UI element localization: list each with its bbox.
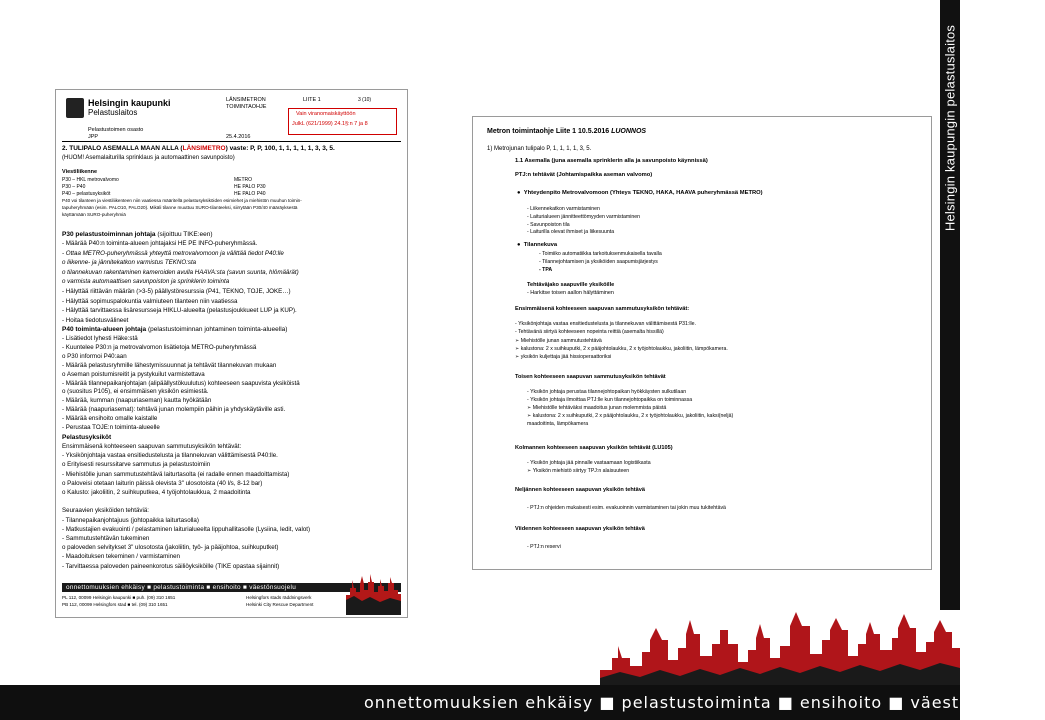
viesti-heading: Viestiliikenne: [62, 169, 98, 175]
list-line: - Yksikönjohtaja vastaa ensitiedustelusta ja tilannekuvan välittämisestä P31:lle.: [515, 321, 696, 327]
page1-footer-tagline: onnettomuuksien ehkäisy ■ pelastustoiminta ■ ensihoito ■ väestönsuojelu: [66, 584, 297, 591]
list-line: - Lisätiedot lyhesti Häke:stä: [62, 335, 138, 342]
address-1: PL 112, 00099 Helsingin kaupunki ■ puh. (09) 310 1651: [62, 595, 176, 600]
side-label-text: Helsingin kaupungin pelastuslaitos: [942, 24, 958, 232]
list-line: - Ottaa METRO-puheryhmässä yhteyttä metrovalvomoon ja välittää tiedot P40:lle: [62, 249, 284, 257]
liite-label: LIITE 1: [303, 97, 321, 103]
list-line: - Perustaa TOJE:n toiminta-alueelle: [62, 424, 160, 431]
author: JPP: [88, 134, 99, 140]
list-line: - Määrää, kumman (naapuriaseman) kautta hyökätään: [62, 397, 212, 405]
viesti-line: P30 – HKL metrovalvomo: [62, 177, 119, 183]
list-line: maadoitinta, lämpökamera: [527, 421, 589, 427]
viesti-line: P40 – pelastusyksiköt: [62, 191, 111, 197]
list-line: - Yksikön johtaja jää pinnalle vastaamaan logistiikasta: [527, 460, 651, 466]
org-sub: Pelastuslaitos: [88, 108, 138, 117]
tila-heading: ● Tilannekuva: [517, 242, 558, 248]
list-line: ➢ Yksikön miehistö siirtyy TPJ:n alaisuuteen: [527, 468, 630, 474]
document-page-2: [472, 116, 932, 570]
list-line: - Yksikön johtaja perustaa tilannejohtopaikan hyökkäysten sulkutilaan: [527, 389, 687, 395]
teht-red-line: - Harkitse toisen aallon hälyttäminen: [527, 290, 614, 296]
list-line: Seuraavien yksiköiden tehtäviä:: [62, 507, 150, 515]
list-line: - Miehistölle junan sammutustehtävä laiturtasolta (ei radalle ennen maadoittamista): [62, 470, 290, 478]
list-line: - Tilannepaikanjohtajuus (johtopaikka laiturtasolla): [62, 516, 199, 524]
list-line: - Hoitaa tiedotusvälineet: [62, 316, 129, 324]
viesti-line-right: METRO: [234, 177, 253, 183]
list-line: - Matkustajien evakuointi / pelastaminen laiturialueelta lippuhallitasolle (Lysiina, ledit, valot): [62, 525, 311, 533]
pel-heading: Pelastusyksiköt: [62, 434, 112, 441]
heading-main: 2. TULIPALO ASEMALLA MAAN ALLA (LÄNSIMETRO) vaste: P, P, 100, 1, 1, 1, 1, 1, 3, 3, 5.: [62, 145, 335, 152]
list-line: o varmista automaattisen savunpoiston ja sprinklerin toiminta: [62, 278, 230, 286]
page-count: 3 (10): [358, 97, 372, 103]
list-line: ➢ kalustona: 2 x suihkuputki, 2 x pääjohtolaukku, 2 x työjohtolaukku, jakoliitin, lämpökamera.: [515, 345, 728, 352]
viid-heading: Viidennen kohteeseen saapuvan yksikön tehtävä: [515, 526, 645, 532]
list-line: o liikenne- ja jännitekatkon varmistus TEKNO:sta: [62, 259, 197, 267]
address-2: PB 112, 00099 Helsingfors stad ■ tel. (09) 310 1651: [62, 602, 168, 607]
list-line: o paloveden selvitykset 3" ulosotosta (jakoliitin, työ- ja pääjohtoa, suihkuputket): [62, 544, 279, 552]
subitem-1-1: 1.1 Asemalla (juna asemalla sprinklerin alla ja savunpoisto käynnissä): [515, 158, 708, 164]
viesti-line-right: HE PALO P30: [234, 184, 266, 190]
list-line: ➢ yksikön kuljettaja jää hissioperaattoriksi: [515, 354, 612, 361]
item-1: 1) Metrojunan tulipalo P, 1, 1, 1, 1, 3, 5.: [487, 146, 592, 152]
nelj-heading: Neljännen kohteeseen saapuvan yksikön tehtävä: [515, 487, 645, 493]
footer-bar: [0, 685, 1045, 720]
doc-title-2: TOIMINTAOHJE: [226, 104, 267, 110]
list-line: - Hälyttää riittävän määrän (>3-5) päällystöresurssia (P41, TEKNO, TOJE, JOKE…): [62, 288, 291, 295]
list-line: - Liikennekatkon varmistaminen: [527, 206, 600, 212]
header-rule: [62, 141, 401, 142]
list-line: - Määrää P40:n toiminta-alueen johtajaksi HE PE INFO-puheryhmässä.: [62, 240, 258, 247]
list-line: - Tarvittaessa paloveden paineenkorotus säiliöyksiköille (TIKE opastaa sijainnit): [62, 562, 280, 570]
viesti-line-right: HE PALO P40: [234, 191, 266, 197]
helsinki-crest-icon: [66, 98, 84, 118]
side-label-bar: [940, 0, 960, 610]
bullet-dot-icon: ●: [517, 190, 524, 196]
page2-title: Metron toimintaohje Liite 1 10.5.2016 LUONNOS: [487, 128, 647, 135]
viesti-paragraph: käyttämään SURO-puheryhmiä: [62, 212, 126, 217]
viesti-line: P30 – P40: [62, 184, 86, 190]
ens-heading: Ensimmäisenä kohteeseen saapuvan sammutusyksikön tehtävät:: [515, 306, 690, 312]
p30-heading: P30 pelastustoiminnan johtaja (sijoittuu TIKE:een): [62, 231, 213, 238]
document-page-1: [55, 89, 408, 618]
address-right-2: Helsinki City Rescue Department: [246, 602, 314, 607]
list-line: - Yksikön johtaja ilmoittaa PTJ:lle kun tilannejohtopaikka on toiminnassa: [527, 397, 693, 403]
list-line: - Yksikönjohtaja vastaa ensitiedustelusta ja tilannekuvan välittämisestä P40:lle.: [62, 452, 278, 460]
list-line: - Savunpoiston tila: [527, 221, 570, 228]
yht-heading: ● Yhteydenpito Metrovalvomoon (Yhteys TEKNO, HAKA, HAAVA puheryhmässä METRO): [517, 190, 763, 196]
doc-date: 25.4.2016: [226, 134, 251, 140]
list-line: - Tehtävänä siirtyä kohteeseen nopeinta reittiä (asemalta hissillä): [515, 329, 664, 336]
footer-tagline: onnettomuuksien ehkäisy ■ pelastustoiminta ■ ensihoito ■ väestönsuojelu: [364, 693, 1045, 712]
list-line: ➢ Miehistölle tehtäväksi maadoitus junan molemmista päistä: [527, 405, 667, 411]
address-right-1: Helsingfors stads räddningsverk: [246, 595, 312, 600]
teht-heading: Tehtäväjako saapuville yksiköille: [527, 282, 615, 288]
list-line: - Laiturialueen jännitteettömyyden varmistaminen: [527, 213, 641, 220]
toisen-heading: Toisen kohteeseen saapuvan sammutusyksikön tehtävät: [515, 374, 666, 380]
list-line: o Kalusto: jakoliitin, 2 suihkuputkea, 4 työjohtolaukkua, 2 maadoitinta: [62, 489, 251, 496]
helsinki-skyline-icon: [0, 600, 960, 685]
viesti-paragraph: P40 voi tilanteen ja viestiliikenteen niin vaatiessa määritellä pelastusyksiköiden esimiehet ja miehistön muuhun toimin-: [62, 198, 302, 203]
restricted-line-1: Vain viranomaiskäyttöön: [296, 111, 356, 117]
list-line: o (suositus P105), ei ensimmäisen yksikön esimiestä.: [62, 388, 209, 396]
kolm-heading: Kolmannen kohteeseen saapuvan yksikön tehtävät (LU105): [515, 445, 673, 451]
bullet-dot-icon: ●: [517, 242, 524, 248]
list-line: ➢ kalustona: 2 x suihkuputki, 2 x pääjohtolaukku, 2 x työjohtolaukku, jakoliitin, kaksi(neljä): [527, 413, 734, 419]
list-line: - Hälyttää sopimuspalokuntia valmiuteen tilanteen niin vaatiessa: [62, 297, 238, 305]
list-line: Ensimmäisenä kohteeseen saapuvan sammutusyksikön tehtävät:: [62, 443, 242, 450]
ptj-heading: PTJ:n tehtävät (Johtamispaikka aseman valvomo): [515, 172, 653, 178]
list-line: o Paloveisi otetaan laiturin päissä olevista 3" ulosotoista (40 l/s, 8-12 bar): [62, 479, 263, 487]
list-line: - Sammutustehtävän tukeminen: [62, 535, 150, 542]
list-line: o tilannekuvan rakentaminen kameroiden avulla HAAVA:sta (savun suunta, hlömäärät): [62, 268, 299, 276]
nelj-line: - PTJ:n ohjeiden mukaisesti esim. evakuoinnin varmistaminen tai jokin muu tukitehtävä: [527, 505, 726, 511]
doc-title: LÄNSIMETRON: [226, 97, 266, 103]
list-line: - Tilannejohtamisen ja yksiköiden saapumisjärjestys: [539, 258, 658, 265]
viid-line: - PTJ:n reservi: [527, 544, 561, 550]
viesti-paragraph: tapuheryhmään (esim. PALO10, PALO20). Mikäli tilanne muuttuu SURO-tilanteeksi, siirrytään P30/40 määräyksestä: [62, 205, 298, 210]
list-line: o Erityisesti resurssitarve sammutus ja pelastustoimiin: [62, 461, 211, 469]
list-line: - Määrää pelastusryhmille lähestymissuunnat ja tehtävät tilannekuvan mukaan: [62, 361, 277, 369]
org-name: Helsingin kaupunki: [88, 98, 171, 108]
list-line: - Kuuntelee P30:n ja metrovalvomon lisätietoja METRO-puheryhmässä: [62, 343, 257, 351]
list-line: - Määrää ensihoito omalle kaistalle: [62, 415, 158, 423]
restricted-line-2: JulkL (621/1999) 24.1§:n 7 ja 8: [292, 121, 368, 127]
list-line: - Maadoituksen tekeminen / varmistaminen: [62, 553, 180, 561]
heading-note: (HUOM! Asemalaiturilla sprinklaus ja automaattinen savunpoisto): [62, 155, 235, 161]
list-line: - Hälyttää tarvittaessa lisäresursseja HIKLU-alueelta (pelastusjoukkueet LUP ja KUP).: [62, 307, 297, 315]
tpa-line: - TPA: [539, 267, 553, 273]
dept: Pelastustoimen osasto: [88, 127, 144, 133]
list-line: - Laiturilla olevat ihmiset ja liikesuunta: [527, 229, 615, 236]
list-line: ➢ Miehistölle junan sammutustehtävä: [515, 337, 602, 344]
p40-heading: P40 toiminta-alueen johtaja (pelastustoiminnan johtaminen toiminta-alueella): [62, 326, 288, 333]
list-line: - Määrää tilannepaikanjohtajan (alipäällystökuulutus) kohteeseen saapuvista yksiköistä: [62, 379, 300, 387]
list-line: - Toimiiko automatiikka tarkoituksenmukaisella tavalla: [539, 251, 662, 257]
list-line: o Aseman poistumisreitit ja pystykuilut varmistettava: [62, 370, 205, 378]
list-line: o P30 informoi P40:aan: [62, 352, 127, 360]
list-line: - Määrää (naapuriasemat): tehtävä junan molempiin päihin ja yhdyskäytäville asti.: [62, 406, 286, 414]
